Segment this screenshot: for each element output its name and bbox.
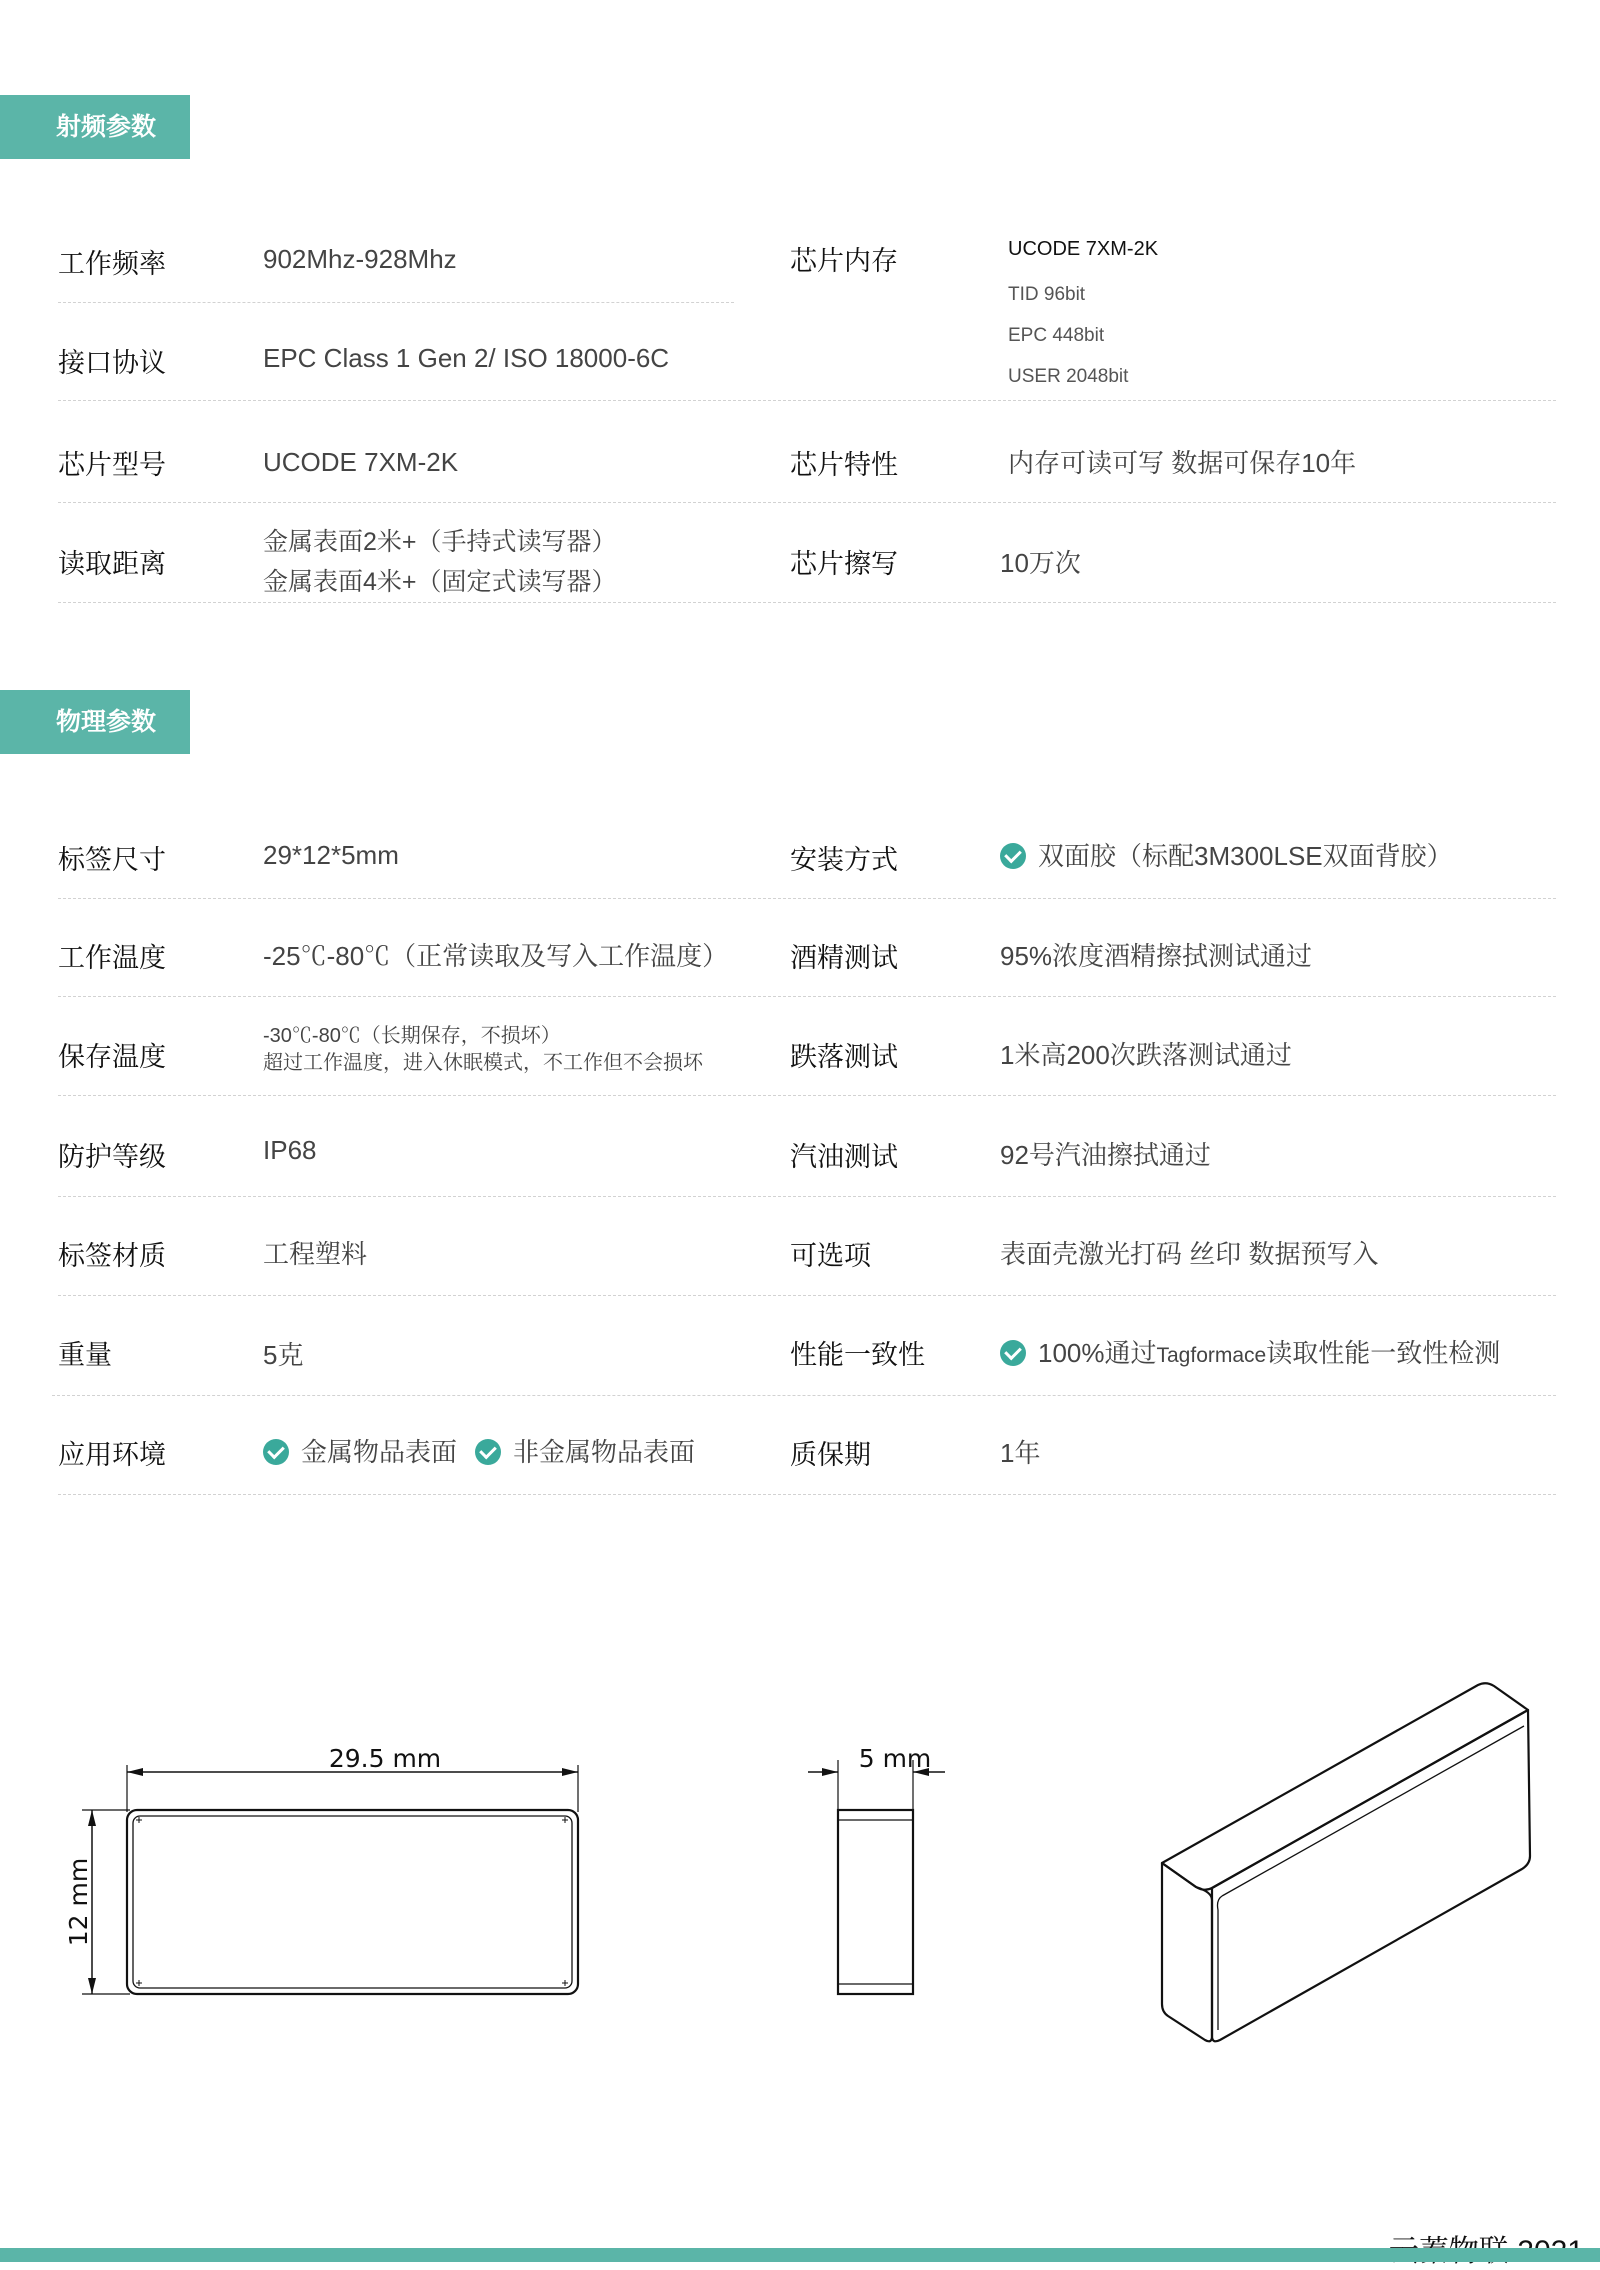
weight-value: 5克 xyxy=(263,1340,304,1370)
divider xyxy=(52,1395,1556,1396)
mem-label: 芯片内存 xyxy=(790,246,898,277)
section-title-phys: 物理参数 xyxy=(0,690,190,754)
size-value: 29*12*5mm xyxy=(263,840,399,870)
size-label: 标签尺寸 xyxy=(58,845,166,876)
divider xyxy=(58,302,734,303)
feature-value: 内存可读可写 数据可保存10年 xyxy=(1008,448,1357,478)
storetemp-line1: -30℃-80℃（长期保存，不损坏） xyxy=(263,1025,561,1047)
dimension-drawing xyxy=(0,1660,1600,2060)
consistency-label: 性能一致性 xyxy=(790,1340,925,1371)
mem-chip: UCODE 7XM-2K xyxy=(1008,238,1159,260)
side-view xyxy=(808,1760,945,1994)
env-label: 应用环境 xyxy=(58,1440,166,1471)
drop-label: 跌落测试 xyxy=(790,1042,898,1073)
weight-label: 重量 xyxy=(58,1340,112,1371)
check-icon xyxy=(1000,1340,1026,1366)
check-icon xyxy=(475,1439,501,1465)
consistency-text-c: 读取性能一致性检测 xyxy=(1266,1338,1501,1368)
options-label: 可选项 xyxy=(790,1241,871,1272)
env-opt2: 非金属物品表面 xyxy=(513,1437,696,1467)
material-label: 标签材质 xyxy=(58,1241,166,1272)
consistency-text-a: 100%通过 xyxy=(1038,1338,1157,1368)
divider xyxy=(58,996,1556,997)
front-view xyxy=(82,1765,578,1994)
iface-value: EPC Class 1 Gen 2/ ISO 18000-6C xyxy=(263,343,670,373)
divider xyxy=(58,1095,1556,1096)
ip-label: 防护等级 xyxy=(58,1142,166,1173)
warranty-value: 1年 xyxy=(1000,1438,1041,1468)
worktemp-label: 工作温度 xyxy=(58,943,166,974)
divider xyxy=(58,602,1556,603)
divider xyxy=(58,1295,1556,1296)
erase-label: 芯片擦写 xyxy=(790,549,898,580)
consistency-text-b: Tagformace xyxy=(1156,1344,1267,1367)
freq-value: 902Mhz-928Mhz xyxy=(263,244,457,274)
options-value: 表面壳激光打码 丝印 数据预写入 xyxy=(1000,1239,1379,1269)
divider xyxy=(58,400,1556,401)
storetemp-line2: 超过工作温度，进入休眠模式，不工作但不会损坏 xyxy=(263,1052,703,1074)
env-opt1: 金属物品表面 xyxy=(301,1437,458,1467)
mem-user: USER 2048bit xyxy=(1008,366,1129,387)
warranty-label: 质保期 xyxy=(790,1440,871,1471)
check-icon xyxy=(1000,843,1026,869)
storetemp-label: 保存温度 xyxy=(58,1042,166,1073)
divider xyxy=(58,502,1556,503)
isometric-view xyxy=(1162,1683,1530,2041)
mem-tid: TID 96bit xyxy=(1008,284,1086,305)
gasoline-label: 汽油测试 xyxy=(790,1142,898,1173)
install-value xyxy=(1000,836,1453,873)
ip-value: IP68 xyxy=(263,1135,317,1165)
install-text: 双面胶（标配3M300LSE双面背胶） xyxy=(1038,841,1453,871)
alcohol-value: 95%浓度酒精擦拭测试通过 xyxy=(1000,941,1313,971)
install-label: 安装方式 xyxy=(790,845,898,876)
worktemp-value: -25℃-80℃（正常读取及写入工作温度） xyxy=(263,941,729,971)
gasoline-value: 92号汽油擦拭通过 xyxy=(1000,1140,1211,1170)
mem-epc: EPC 448bit xyxy=(1008,325,1105,346)
model-label: 芯片型号 xyxy=(58,450,166,481)
model-value: UCODE 7XM-2K xyxy=(263,447,459,477)
height-dimension: 12 mm xyxy=(64,1857,93,1947)
depth-dimension: 5 mm xyxy=(858,1744,932,1773)
freq-label: 工作频率 xyxy=(58,249,166,280)
footer-bar xyxy=(0,2248,1600,2262)
erase-value: 10万次 xyxy=(1000,548,1081,578)
width-dimension: 29.5 mm xyxy=(328,1744,442,1773)
divider xyxy=(58,898,1556,899)
distance-line2: 金属表面4米+（固定式读写器） xyxy=(263,568,617,596)
section-title-rf: 射频参数 xyxy=(0,95,190,159)
divider xyxy=(58,1196,1556,1197)
alcohol-label: 酒精测试 xyxy=(790,943,898,974)
env-value xyxy=(263,1432,695,1469)
material-value: 工程塑料 xyxy=(263,1239,368,1269)
divider xyxy=(58,1494,1556,1495)
iface-label: 接口协议 xyxy=(58,348,166,379)
feature-label: 芯片特性 xyxy=(790,450,898,481)
drop-value: 1米高200次跌落测试通过 xyxy=(1000,1040,1292,1070)
check-icon xyxy=(263,1439,289,1465)
consistency-value xyxy=(1000,1333,1500,1370)
distance-line1: 金属表面2米+（手持式读写器） xyxy=(263,528,617,556)
distance-label: 读取距离 xyxy=(58,549,166,580)
